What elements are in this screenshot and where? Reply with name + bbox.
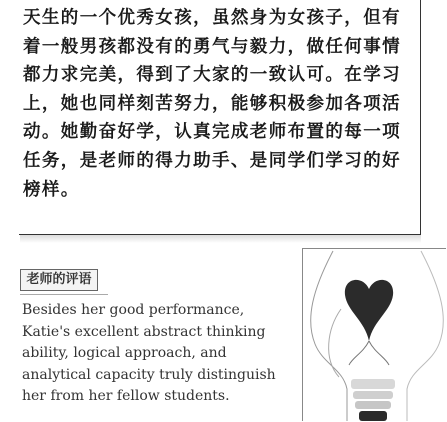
illustration-panel	[302, 248, 446, 421]
divider-shadow	[20, 235, 421, 243]
top-paragraph: 天生的一个优秀女孩，虽然身为女孩子，但有着一般男孩都没有的勇气与毅力，做任何事情都力求完美，得到了大家的一致认可。在学习上，她也同样刻苦努力，能够积极参加各项活动。她勤奋好学，认真完成老师布置的每一项任务，是老师的得力助手、是同学们学习的好榜样。	[23, 8, 401, 200]
section-tag: 老师的评语	[20, 269, 98, 291]
section-tag-underline	[20, 294, 108, 295]
heart-bulb-illustration-icon	[303, 249, 446, 421]
body-paragraph: Besides her good performance, Katie's excellent abstract thinking ability, logical approach, and analytical capacity truly distinguish her from her fellow students.	[22, 302, 276, 404]
top-paragraph-box	[19, 0, 421, 235]
